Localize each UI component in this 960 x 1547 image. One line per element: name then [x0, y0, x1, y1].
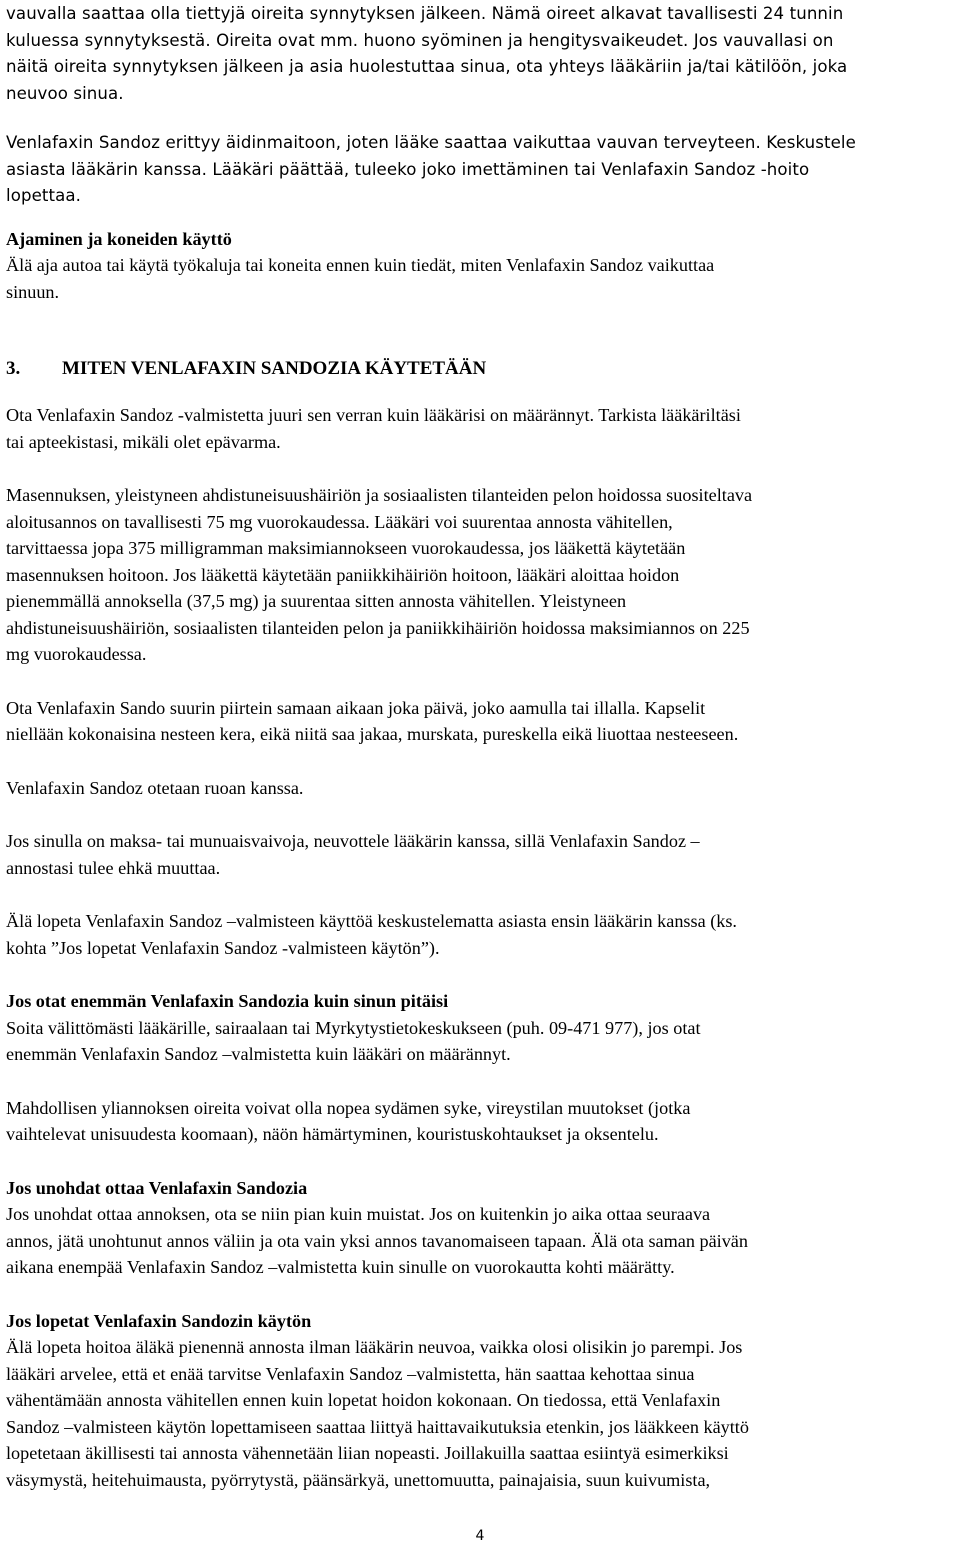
text-line: Masennuksen, yleistyneen ahdistuneisuushäiriön ja sosiaalisten tilanteiden pelon hoidossa suositeltava — [6, 485, 753, 505]
text-line: Jos unohdat ottaa annoksen, ota se niin pian kuin muistat. Jos on kuitenkin jo aika ottaa seuraava — [6, 1204, 711, 1224]
text-line: Venlafaxin Sandoz erittyy äidinmaitoon, joten lääke saattaa vaikuttaa vauvan terveyteen. Keskustele — [6, 133, 856, 152]
text-line: Jos sinulla on maksa- tai munuaisvaivoja, neuvottele lääkärin kanssa, sillä Venlafaxin Sandoz – — [6, 831, 700, 851]
text-line: asiasta lääkärin kanssa. Lääkäri päättää, tuleeko joko imettäminen tai Venlafaxin Sandoz -hoito — [6, 159, 810, 179]
do-not-stop-paragraph — [6, 908, 931, 961]
text-line: aikana enempää Venlafaxin Sandoz –valmistetta kuin sinulle on vuorokautta kohti määrätty. — [6, 1257, 675, 1277]
section-subheading: Ajaminen ja koneiden käyttö — [6, 228, 232, 249]
text-line: Ota Venlafaxin Sando suurin piirtein samaan aikaan joka päivä, joko aamulla tai illalla. Kapselit — [6, 697, 706, 718]
text-line: Venlafaxin Sandoz otetaan ruoan kanssa. — [6, 777, 304, 798]
text-line: Älä lopeta Venlafaxin Sandoz –valmisteen käyttöä keskustelematta asiasta ensin lääkärin kanssa (ks. — [6, 911, 737, 931]
text-line: annostasi tulee ehkä muuttaa. — [6, 857, 221, 878]
text-line: enemmän Venlafaxin Sandoz –valmistetta kuin lääkäri on määrännyt. — [6, 1044, 511, 1064]
text-line: lopettaa. — [6, 186, 82, 205]
text-line: neuvoo sinua. — [6, 83, 124, 103]
text-line: kuluessa synnytyksestä. Oireita ovat mm. huono syöminen ja hengitysvaikeudet. Jos vauvallasi on — [6, 30, 834, 50]
text-line: Älä lopeta hoitoa äläkä pienennä annosta ilman lääkärin neuvoa, vaikka olosi olisikin jo parempi. Jos — [6, 1337, 743, 1357]
text-line: niellään kokonaisina nesteen kera, eikä niitä saa jakaa, murskata, pureskella eikä liuottaa nesteeseen. — [6, 724, 739, 744]
text-line: vaihtelevat unisuudesta koomaan), näön hämärtyminen, kouristuskohtaukset ja oksentelu. — [6, 1124, 659, 1144]
section-subheading: Jos otat enemmän Venlafaxin Sandozia kuin sinun pitäisi — [6, 991, 449, 1011]
text-line: tarvittaessa jopa 375 milligramman maksimiannokseen vuorokaudessa, jos lääkettä käytetään — [6, 538, 686, 558]
intro-continued-paragraph — [6, 1, 931, 107]
text-line: masennuksen hoitoon. Jos lääkettä käytetään paniikkihäiriön hoitoon, lääkäri aloittaa hoidon — [6, 564, 680, 585]
document-page — [6, 0, 931, 1493]
dose-general-paragraph — [6, 402, 931, 455]
text-line: pienemmällä annoksella (37,5 mg) ja suurentaa sitten annosta vähitellen. Yleistyneen — [6, 591, 627, 611]
section-title: MITEN VENLAFAXIN SANDOZIA KÄYTETÄÄN — [62, 358, 487, 379]
overdose-section — [6, 988, 931, 1068]
section-heading — [6, 356, 931, 382]
text-line: lääkäri arvelee, että et enää tarvitse Venlafaxin Sandoz –valmistetta, hän saattaa kehottaa sinua — [6, 1363, 695, 1384]
page-number: 4 — [475, 1528, 485, 1544]
stopping-section — [6, 1308, 931, 1494]
section-subheading: Jos unohdat ottaa Venlafaxin Sandozia — [6, 1177, 308, 1198]
liver-kidney-paragraph — [6, 828, 931, 881]
text-line: lopetetaan äkillisesti tai annosta vähennetään liian nopeasti. Joillakuilla saattaa esiintyä esimerkiksi — [6, 1443, 729, 1463]
text-line: tai apteekistasi, mikäli olet epävarma. — [6, 431, 281, 452]
text-line: mg vuorokaudessa. — [6, 644, 147, 664]
text-line: vauvalla saattaa olla tiettyjä oireita synnytyksen jälkeen. Nämä oireet alkavat tavallisesti 24 tunnin — [6, 4, 844, 23]
overdose-symptoms-paragraph — [6, 1095, 931, 1148]
missed-dose-section — [6, 1175, 931, 1281]
text-line: Ota Venlafaxin Sandoz -valmistetta juuri sen verran kuin lääkärisi on määrännyt. Tarkista lääkäriltäsi — [6, 405, 741, 425]
driving-section — [6, 226, 931, 306]
section-subheading: Jos lopetat Venlafaxin Sandozin käytön — [6, 1310, 312, 1331]
text-line: sinuun. — [6, 281, 60, 302]
text-line: näitä oireita synnytyksen jälkeen ja asia huolestuttaa sinua, ota yhteys lääkäriin ja/tai kätilöön, joka — [6, 57, 848, 76]
with-food-paragraph — [6, 775, 931, 802]
dose-detail-paragraph — [6, 482, 931, 668]
section-number: 3. — [6, 358, 21, 379]
text-line: kohta ”Jos lopetat Venlafaxin Sandoz -valmisteen käytön”). — [6, 937, 440, 958]
text-line: Mahdollisen yliannoksen oireita voivat olla nopea sydämen syke, vireystilan muutokset (jotka — [6, 1097, 691, 1118]
text-line: annos, jätä unohtunut annos väliin ja ota vain yksi annos tavanomaiseen tapaan. Älä ota saman päivän — [6, 1230, 748, 1251]
text-line: aloitusannos on tavallisesti 75 mg vuorokaudessa. Lääkäri voi suurentaa annosta vähitellen, — [6, 511, 673, 532]
text-line: vähentämään annosta vähitellen ennen kuin lopetat hoidon kokonaan. On tiedossa, että Venlafaxin — [6, 1390, 721, 1410]
text-line: Soita välittömästi lääkärille, sairaalaan tai Myrkytystietokeskukseen (puh. 09-471 977), jos otat — [6, 1017, 701, 1038]
text-line: väsymystä, heitehuimausta, pyörrytystä, päänsärkyä, unettomuutta, painajaisia, suun kuivumista, — [6, 1469, 711, 1490]
timing-paragraph — [6, 695, 931, 748]
text-line: ahdistuneisuushäiriön, sosiaalisten tilanteiden pelon ja paniikkihäiriön hoidossa maksimiannos on 225 — [6, 617, 750, 638]
text-line: Älä aja autoa tai käytä työkaluja tai koneita ennen kuin tiedät, miten Venlafaxin Sandoz vaikuttaa — [6, 255, 715, 275]
text-line: Sandoz –valmisteen käytön lopettamiseen saattaa liittyä haittavaikutuksia etenkin, jos lääkkeen käyttö — [6, 1416, 749, 1437]
breastfeeding-paragraph — [6, 130, 931, 210]
